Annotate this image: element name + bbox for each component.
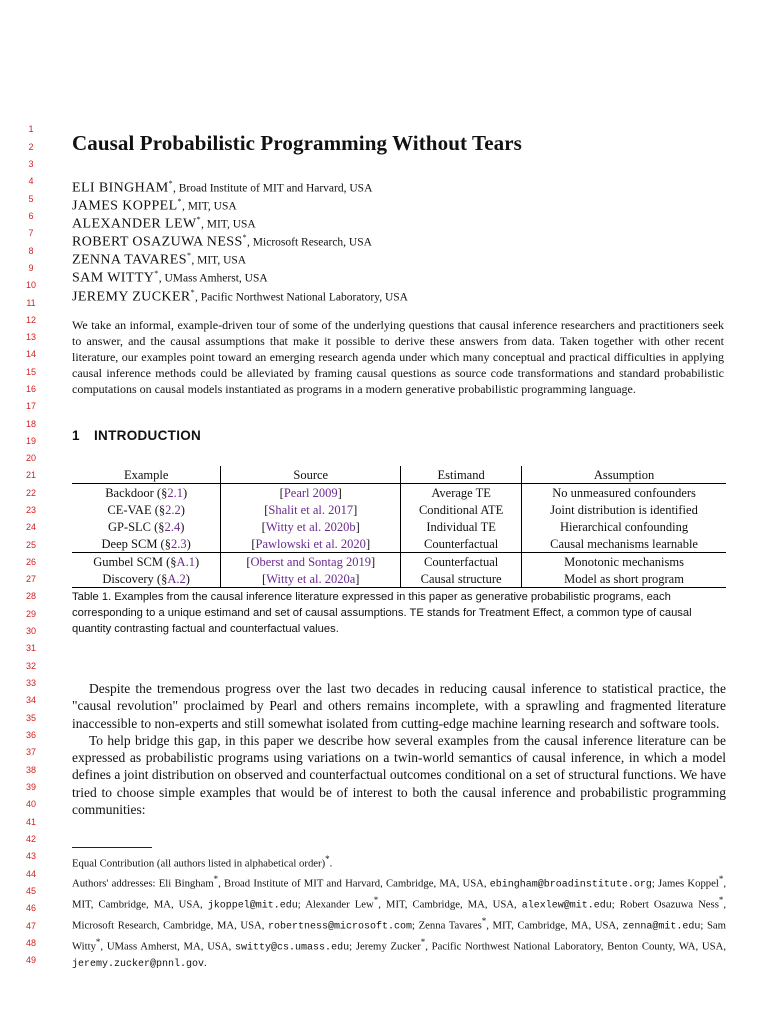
source-cell: [Witty et al. 2020a] [221, 570, 401, 588]
examples-table [72, 466, 726, 588]
table-row [72, 535, 726, 553]
citation-link[interactable]: Oberst and Sontag 2019 [250, 554, 371, 569]
table-header-cell: Example [72, 466, 221, 484]
section-ref-link[interactable]: 2.4 [164, 519, 181, 534]
assumption-cell: Hierarchical confounding [560, 519, 689, 534]
abstract: We take an informal, example-driven tour of some of the underlying questions that causal inference researchers and practitioners seek to answer, and the causal assumptions that make it possible to derive these answers from data. Taken together with other recent literature, our examples point toward an emerging research agenda under which many conceptual and practical difficulties in applying causal inference methods could be alleviated by framing causal questions as source code transformations and standard probabilistic computations on causal models instantiated as programs in a modern generative probabilistic programming language. [72, 318, 724, 396]
source-cell: [Pawlowski et al. 2020] [221, 535, 401, 553]
line-number: 26 [25, 557, 36, 567]
line-number: 25 [25, 540, 36, 550]
author-affiliation: , MIT, USA [191, 254, 247, 267]
paragraph: Despite the tremendous progress over the last two decades in reducing causal inference to statistical practice, the "causal revolution" proclaimed by Pearl and others remains incomplete, with a sprawling and fragmented literature inaccessible to non-experts and still somewhat isolated from cutting-edge machine learning research and software tools. [72, 681, 726, 731]
author-addresses: Authors' addresses: Eli Bingham*, Broad Institute of MIT and Harvard, Cambridge, MA, USA, ebingham@broadinstitute.org; James Koppel*, MIT, Cambridge, MA, USA, jkoppel@mit.edu; Alexander Lew*, MIT, Cambridge, MA, USA, alexlew@mit.edu; Robert Osazuwa Ness*, Microsoft Research, Cambridge, MA, USA, robertness@microsoft.com; Zenna Tavares*, MIT, Cambridge, MA, USA, zenna@mit.edu; Sam Witty*, UMass Amherst, MA, USA, switty@cs.umass.edu; Jeremy Zucker*, Pacific Northwest National Laboratory, Benton County, WA, USA, jeremy.zucker@pnnl.gov. [72, 874, 726, 971]
line-number: 41 [25, 817, 36, 827]
paper-title: Causal Probabilistic Programming Without Tears [72, 131, 522, 155]
equal-contribution-mark: * [373, 895, 379, 906]
author-affiliation: , MIT, USA [181, 200, 237, 213]
line-number: 18 [25, 419, 36, 429]
address-name: Jeremy Zucker [355, 940, 421, 953]
table-row [72, 570, 726, 588]
section-ref-link[interactable]: A.1 [176, 554, 195, 569]
table-row [72, 484, 726, 502]
address-details: , UMass Amherst, MA, USA, [100, 940, 236, 953]
author-line [72, 288, 408, 306]
email-address[interactable]: alexlew@mit.edu [521, 900, 612, 912]
line-number: 42 [25, 834, 36, 844]
section-ref-link[interactable]: 2.2 [165, 502, 181, 517]
address-details: , Pacific Northwest National Laboratory, Benton County, WA, USA, [425, 940, 726, 953]
author-line [72, 197, 237, 215]
address-details: , MIT, Cambridge, MA, USA, [72, 877, 726, 911]
example-name: CE-VAE (§ [107, 502, 166, 517]
author-name: ELI BINGHAM [72, 180, 169, 196]
equal-contribution-mark: * [95, 937, 101, 948]
address-name: Zenna Tavares [418, 919, 482, 932]
line-number: 46 [25, 903, 36, 913]
line-number: 48 [25, 938, 36, 948]
assumption-cell: Joint distribution is identified [550, 502, 698, 517]
line-number: 13 [25, 332, 36, 342]
assumption-cell: Monotonic mechanisms [522, 553, 726, 571]
author-name: ZENNA TAVARES [72, 252, 187, 268]
address-name: Alexander Lew [305, 898, 374, 911]
email-address[interactable]: jeremy.zucker@pnnl.gov [72, 959, 205, 971]
equal-contribution-mark: * [196, 215, 201, 224]
email-address[interactable]: switty@cs.umass.edu [235, 942, 350, 954]
footnote [72, 852, 726, 973]
author-line [72, 233, 372, 251]
source-cell: [Oberst and Sontag 2019] [221, 553, 401, 571]
equal-contribution-mark: * [481, 916, 487, 927]
assumption-cell: Model as short program [522, 570, 726, 588]
line-number: 11 [26, 298, 36, 308]
line-number: 28 [25, 591, 36, 601]
citation-link[interactable]: Witty et al. 2020b [265, 519, 356, 534]
line-number: 5 [28, 194, 34, 204]
table-row [72, 501, 726, 518]
line-number: 29 [25, 609, 36, 619]
line-number: 2 [28, 142, 34, 152]
equal-contribution-mark: * [213, 874, 219, 885]
section-ref-link[interactable]: 2.3 [170, 536, 187, 551]
address-name: Robert Osazuwa Ness [619, 898, 719, 911]
author-name: JEREMY ZUCKER [72, 289, 191, 305]
equal-contribution-mark: * [177, 197, 182, 206]
equal-contribution-note: Equal Contribution (all authors listed in alphabetical order)*. [72, 854, 333, 870]
section-ref-link[interactable]: 2.1 [167, 485, 183, 500]
example-cell: GP-SLC (§2.4) [72, 518, 221, 535]
line-number: 24 [25, 522, 36, 532]
line-number: 12 [25, 315, 36, 325]
estimand-cell: Counterfactual [401, 553, 522, 571]
line-number: 49 [25, 955, 36, 965]
equal-contribution-mark: * [190, 288, 196, 297]
line-number: 32 [25, 661, 36, 671]
author-name: JAMES KOPPEL [72, 198, 178, 214]
equal-contribution-mark: * [186, 251, 192, 260]
example-name: GP-SLC (§ [107, 519, 165, 534]
line-number: 47 [25, 921, 36, 931]
author-line [72, 179, 372, 197]
table-header-cell: Estimand [401, 466, 522, 484]
source-cell: [Pearl 2009] [221, 484, 401, 502]
citation-link[interactable]: Pearl 2009 [283, 485, 338, 500]
author-line [72, 251, 246, 269]
table-row [72, 518, 726, 535]
line-number: 30 [25, 626, 36, 636]
line-number: 14 [25, 349, 36, 359]
author-affiliation: , Broad Institute of MIT and Harvard, USA [172, 182, 373, 195]
equal-contribution-mark: * [154, 269, 159, 278]
address-name: James Koppel [658, 877, 719, 890]
source-cell: [Shalit et al. 2017] [221, 501, 401, 518]
body-text [72, 680, 726, 818]
line-number: 19 [25, 436, 36, 446]
address-details: , MIT, Cambridge, MA, USA, [378, 898, 522, 911]
estimand-cell: Individual TE [401, 518, 522, 535]
estimand-cell: Causal structure [401, 570, 522, 588]
line-number: 34 [25, 695, 36, 705]
assumption-cell: Causal mechanisms learnable [550, 536, 698, 551]
line-number: 31 [25, 643, 36, 653]
author-name: ROBERT OSAZUWA NESS [72, 234, 243, 250]
equal-contribution-mark: * [420, 937, 426, 948]
table-header-row [72, 466, 726, 484]
table-caption: Table 1. Examples from the causal inference literature expressed in this paper as generative probabilistic programs, each corresponding to a unique estimand and set of causal assumptions. TE stands for Treatment Effect, a common type of causal quantity contrasting factual and counterfactual values. [72, 591, 692, 635]
example-name: Gumbel SCM (§ [93, 554, 177, 569]
address-name: Eli Bingham [158, 877, 214, 890]
equal-contribution-mark: * [718, 895, 724, 906]
table-header-cell: Source [221, 466, 401, 484]
line-number: 36 [25, 730, 36, 740]
estimand-cell: Conditional ATE [401, 501, 522, 518]
line-number: 21 [25, 470, 36, 480]
section-title: INTRODUCTION [94, 428, 202, 443]
line-number: 4 [28, 176, 34, 186]
address-details: , Microsoft Research, Cambridge, MA, USA, [72, 898, 726, 932]
section-heading [72, 428, 201, 443]
author-name: ALEXANDER LEW [72, 216, 197, 232]
equal-contribution-mark: * [242, 233, 248, 242]
example-cell: Discovery (§A.2) [72, 570, 221, 588]
email-address[interactable]: zenna@mit.edu [622, 921, 701, 933]
citation-link[interactable]: Pawlowski et al. 2020 [255, 536, 366, 551]
line-number: 27 [25, 574, 36, 584]
address-name: Sam Witty [72, 919, 726, 953]
address-details: , MIT, Cambridge, MA, USA, [486, 919, 623, 932]
table-header-cell: Assumption [522, 466, 726, 484]
line-number: 16 [25, 384, 36, 394]
author-affiliation: , Microsoft Research, USA [247, 236, 372, 249]
line-number: 15 [25, 367, 36, 377]
example-name: Deep SCM (§ [101, 536, 171, 551]
line-number: 1 [28, 124, 34, 134]
line-number: 9 [28, 263, 34, 273]
example-cell: Deep SCM (§2.3) [72, 535, 221, 553]
example-cell: Gumbel SCM (§A.1) [72, 553, 221, 571]
author-line [72, 215, 256, 233]
footnote-rule [72, 847, 152, 848]
table-row [72, 553, 726, 571]
line-number: 3 [28, 159, 34, 169]
equal-contribution-mark: * [718, 874, 724, 885]
line-number: 20 [25, 453, 36, 463]
assumption-cell: No unmeasured confounders [552, 485, 696, 500]
line-number: 17 [25, 401, 36, 411]
author-affiliation: , UMass Amherst, USA [158, 272, 268, 285]
paragraph: To help bridge this gap, in this paper we describe how several examples from the causal inference literature can be expressed as probabilistic programs using variations on a twin-world semantics of causal inference, in which a model defines a joint distribution on observed and counterfactual outcomes conditional on a set of structural functions. We have tried to choose simple examples that would be of interest to both the causal inference and probabilistic programming communities: [72, 732, 726, 818]
author-line [72, 269, 268, 287]
line-number: 33 [25, 678, 36, 688]
line-number: 6 [28, 211, 34, 221]
example-name: Discovery (§ [102, 571, 168, 586]
author-name: SAM WITTY [72, 270, 155, 286]
line-number: 43 [25, 851, 36, 861]
email-address[interactable]: robertness@microsoft.com [268, 921, 413, 933]
section-number: 1 [72, 428, 80, 443]
citation-link[interactable]: Witty et al. 2020a [266, 571, 356, 586]
estimand-cell: Counterfactual [401, 535, 522, 553]
line-number: 10 [25, 280, 36, 290]
example-cell: Backdoor (§2.1) [72, 484, 221, 502]
email-address[interactable]: jkoppel@mit.edu [207, 900, 298, 912]
author-affiliation: , MIT, USA [200, 218, 256, 231]
line-number: 38 [25, 765, 36, 775]
line-number: 45 [25, 886, 36, 896]
line-number: 44 [25, 869, 36, 879]
citation-link[interactable]: Shalit et al. 2017 [268, 502, 354, 517]
line-number: 40 [25, 799, 36, 809]
line-number: 23 [25, 505, 36, 515]
address-details: , Broad Institute of MIT and Harvard, Cambridge, MA, USA, [218, 877, 490, 890]
section-ref-link[interactable]: A.2 [167, 571, 186, 586]
email-address[interactable]: ebingham@broadinstitute.org [489, 879, 652, 891]
example-cell: CE-VAE (§2.2) [72, 501, 221, 518]
line-number: 8 [28, 246, 34, 256]
author-affiliation: , Pacific Northwest National Laboratory, USA [195, 291, 408, 304]
example-name: Backdoor (§ [105, 485, 168, 500]
line-number: 7 [28, 228, 34, 238]
line-number: 35 [25, 713, 36, 723]
estimand-cell: Average TE [401, 484, 522, 502]
source-cell: [Witty et al. 2020b] [221, 518, 401, 535]
line-number: 37 [25, 747, 36, 757]
line-number: 39 [25, 782, 36, 792]
addresses-label: Authors' addresses: [72, 877, 159, 890]
line-number: 22 [25, 488, 36, 498]
equal-contribution-mark: * [168, 179, 173, 188]
